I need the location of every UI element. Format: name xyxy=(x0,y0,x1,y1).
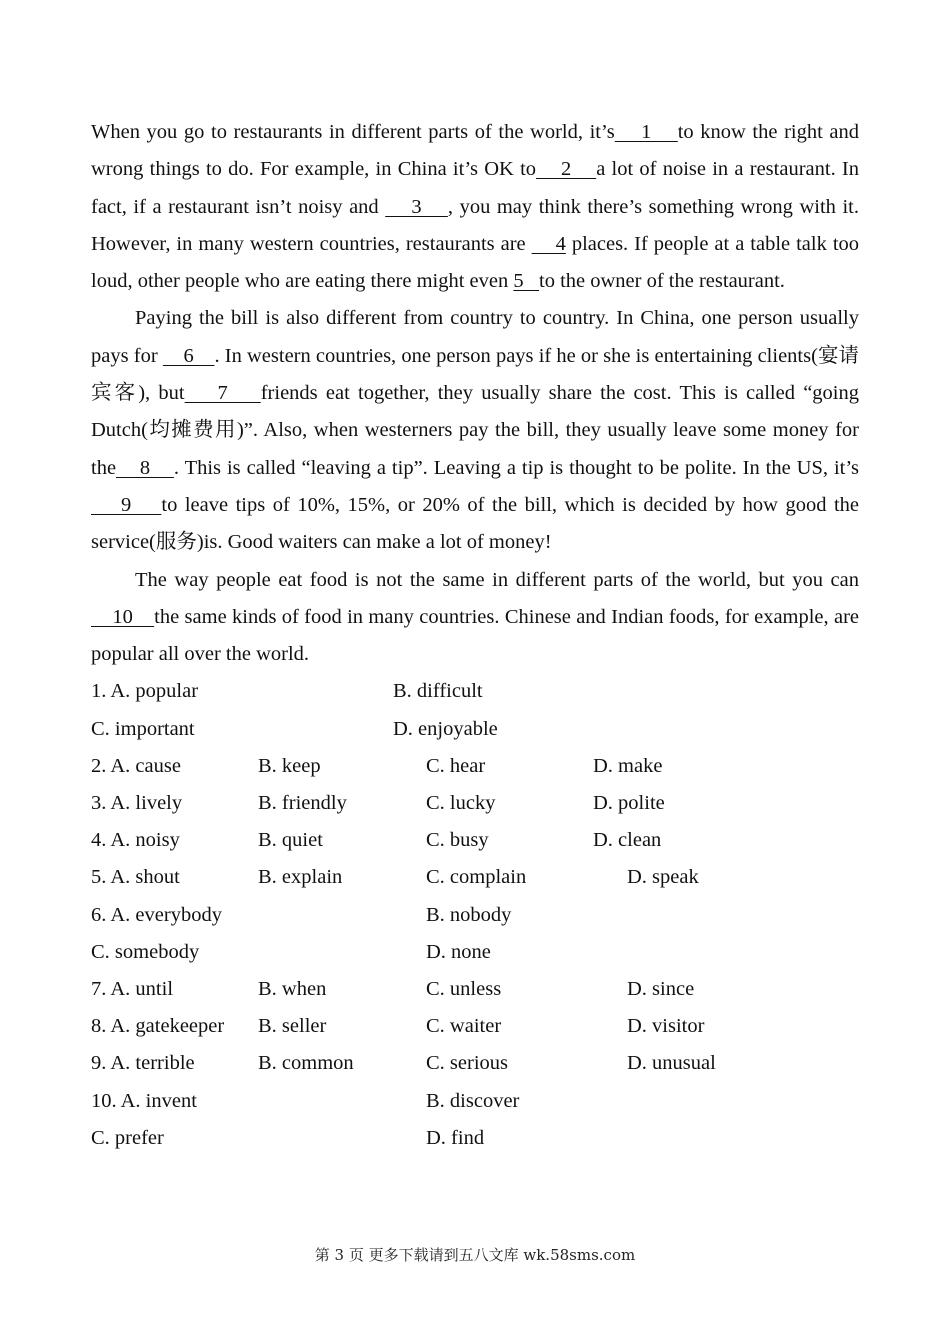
option-c: C. hear xyxy=(426,754,486,777)
options-list xyxy=(91,673,859,1156)
option-a: 10. A. invent xyxy=(91,1089,197,1112)
option-a: 8. A. gatekeeper xyxy=(91,1015,225,1038)
option-d: D. enjoyable xyxy=(393,717,498,740)
option-c: C. complain xyxy=(426,866,527,889)
option-row xyxy=(91,711,859,748)
option-row xyxy=(91,934,859,971)
option-d: D. make xyxy=(593,754,663,777)
option-c: C. busy xyxy=(426,829,489,852)
text: places. If people at a table talk too loud, other people who are eating there might even xyxy=(91,232,860,293)
option-d: D. visitor xyxy=(627,1015,705,1038)
option-a: 1. A. popular xyxy=(91,680,199,703)
option-b: B. friendly xyxy=(258,792,347,815)
text: friends eat together, they usually share the cost. This is called “going Dutch(均摊费用)”. Also, when westerners pay the bill, they usually leave some money for the xyxy=(91,382,859,479)
page-footer: 第 3 页 更多下载请到五八文库 wk.58sms.com xyxy=(314,1246,636,1264)
option-b: B. explain xyxy=(258,866,343,889)
option-b: B. common xyxy=(258,1052,354,1075)
document-page xyxy=(91,114,859,1157)
option-row xyxy=(91,748,859,785)
text: to know the right and wrong things to do. For example, in China it’s OK to xyxy=(91,121,859,181)
blank-7: 7 xyxy=(184,382,261,405)
text: the same kinds of food in many countries. Chinese and Indian foods, for example, are popular all over the world. xyxy=(91,605,860,666)
option-c: C. unless xyxy=(426,977,502,1000)
blank-8: 8 xyxy=(116,456,174,479)
option-c: C. lucky xyxy=(426,792,496,815)
option-a: 5. A. shout xyxy=(91,866,180,889)
option-d: D. find xyxy=(426,1126,485,1149)
option-b: B. difficult xyxy=(393,680,483,703)
blank-6: 6 xyxy=(162,344,215,367)
text: , you may think there’s something wrong with it. However, in many western countries, restaurants are xyxy=(91,195,859,255)
passage-paragraph-1 xyxy=(91,114,859,300)
option-row xyxy=(91,1120,859,1157)
option-row xyxy=(91,1083,859,1120)
option-row xyxy=(91,822,859,859)
option-b: B. discover xyxy=(426,1089,520,1112)
option-a: 7. A. until xyxy=(91,977,174,1000)
option-b: B. keep xyxy=(258,754,321,777)
option-b: B. quiet xyxy=(258,829,323,852)
option-c: C. important xyxy=(91,717,195,740)
text: . In western countries, one person pays if he or she is entertaining clients(宴请宾客), but xyxy=(91,344,860,405)
option-row xyxy=(91,673,859,710)
text: . This is called “leaving a tip”. Leaving a tip is thought to be polite. In the US, it’s xyxy=(173,456,860,479)
option-b: B. seller xyxy=(258,1015,327,1038)
option-row xyxy=(91,897,859,934)
blank-5: 5 xyxy=(513,270,540,293)
option-d: D. polite xyxy=(593,792,665,815)
option-a: 2. A. cause xyxy=(91,754,181,777)
blank-1: 1 xyxy=(614,121,678,143)
option-d: D. speak xyxy=(627,866,699,889)
option-c: C. somebody xyxy=(91,940,200,963)
option-c: C. serious xyxy=(426,1052,508,1075)
option-a: 9. A. terrible xyxy=(91,1052,195,1075)
option-row xyxy=(91,1008,859,1045)
passage-paragraph-3 xyxy=(91,562,859,674)
blank-10: 10 xyxy=(91,605,155,628)
option-row xyxy=(91,1045,859,1082)
option-c: C. prefer xyxy=(91,1126,164,1149)
option-row xyxy=(91,785,859,822)
text: When you go to restaurants in different parts of the world, it’s xyxy=(91,121,615,143)
option-d: D. unusual xyxy=(627,1052,716,1075)
option-c: C. waiter xyxy=(426,1015,502,1038)
option-row xyxy=(91,971,859,1008)
option-b: B. nobody xyxy=(426,903,512,926)
blank-4: 4 xyxy=(531,232,566,255)
option-a: 3. A. lively xyxy=(91,792,183,815)
option-d: D. clean xyxy=(593,829,662,852)
blank-2: 2 xyxy=(536,158,597,181)
passage-paragraph-2 xyxy=(91,300,859,561)
option-row xyxy=(91,859,859,896)
option-a: 6. A. everybody xyxy=(91,903,222,926)
blank-3: 3 xyxy=(385,195,448,218)
option-d: D. none xyxy=(426,940,491,963)
option-a: 4. A. noisy xyxy=(91,829,180,852)
option-b: B. when xyxy=(258,977,327,1000)
text: The way people eat food is not the same in different parts of the world, but you can xyxy=(135,568,859,591)
option-d: D. since xyxy=(627,977,695,1000)
text: to leave tips of 10%, 15%, or 20% of the bill, which is decided by how good the service(服务)is. Good waiters can make a lot of money! xyxy=(91,493,860,554)
text: a lot of noise in a restaurant. In fact, if a restaurant isn’t noisy and xyxy=(91,158,860,218)
text: Paying the bill is also different from country to country. In China, one person usually pays for xyxy=(91,307,859,367)
text: to the owner of the restaurant. xyxy=(539,270,785,293)
blank-9: 9 xyxy=(91,493,162,516)
